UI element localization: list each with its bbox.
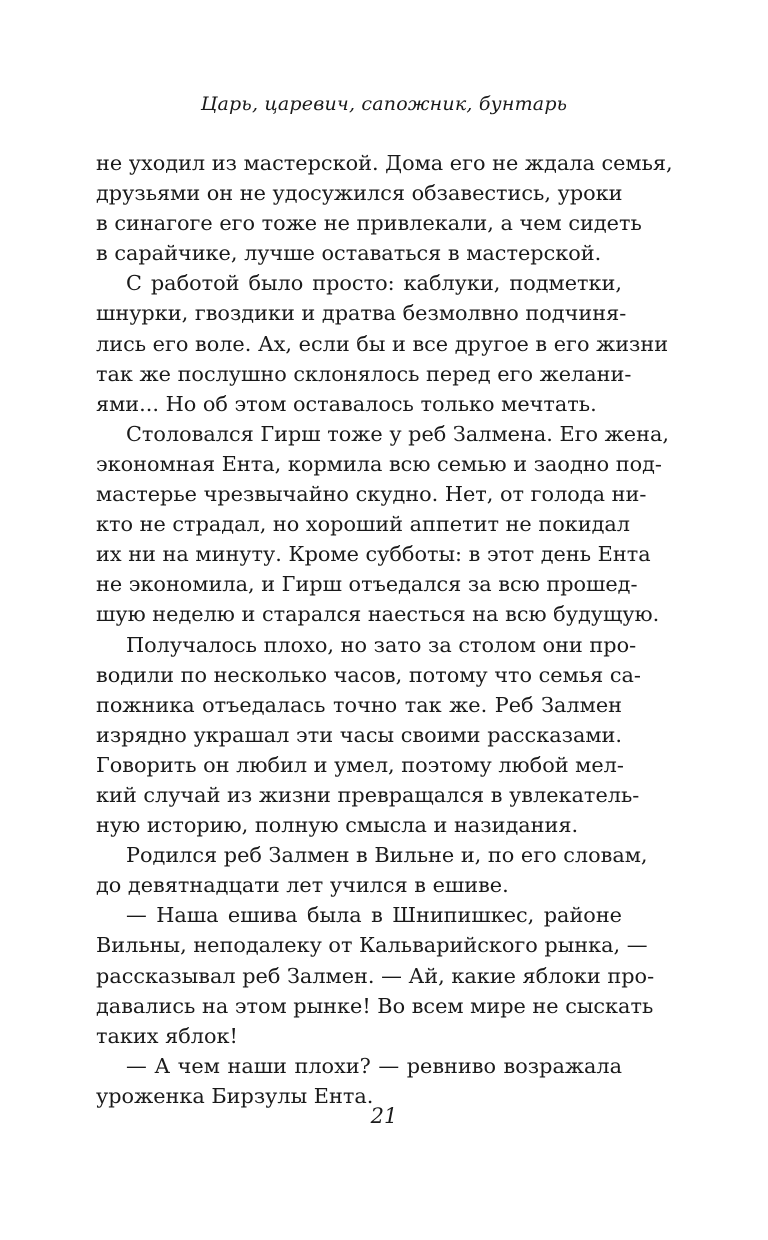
- text-line: — А чем наши плохи? — ревниво возражала: [126, 1053, 622, 1078]
- text-line: давались на этом рынке! Во всем мире не сыскать: [96, 993, 654, 1018]
- text-line: Говорить он любил и умел, поэтому любой мел-: [96, 752, 624, 777]
- text-line: до девятнадцати лет учился в ешиве.: [96, 873, 509, 898]
- text-line: не уходил из мастерской. Дома его не ждала семья,: [96, 151, 673, 175]
- text-line: экономная Ента, кормила всю семью и заодно под-: [96, 451, 662, 476]
- text-line: уроженка Бирзулы Ента.: [96, 1083, 374, 1108]
- text-line: шнурки, гвоздики и дратва безмолвно подчиня-: [96, 301, 627, 326]
- text-line: друзьями он не удосужился обзавестись, уроки: [96, 181, 623, 206]
- text-line: кий случай из жизни превращался в увлекатель-: [96, 782, 640, 807]
- text-line: лись его воле. Ах, если бы и все другое в его жизни: [96, 331, 669, 356]
- paragraph: [96, 148, 673, 268]
- text-line: Родился реб Залмен в Вильне и, по его словам,: [126, 843, 648, 868]
- text-line: их ни на минуту. Кроме субботы: в этот день Ента: [96, 542, 651, 567]
- paragraph: [96, 419, 669, 630]
- text-line: ную историю, полную смысла и назидания.: [96, 813, 579, 838]
- text-line: Получалось плохо, но зато за столом они про-: [126, 632, 637, 657]
- text-line: рассказывал реб Залмен. — Ай, какие яблоки про-: [96, 963, 655, 988]
- paragraph: [96, 630, 641, 841]
- text-line: в сарайчике, лучше оставаться в мастерской.: [96, 241, 602, 266]
- text-line: не экономила, и Гирш отъедался за всю прошед-: [96, 572, 638, 597]
- text-line: Столовался Гирш тоже у реб Залмена. Его жена,: [126, 421, 669, 446]
- text-line: — Наша ешива была в Шнипишкес, районе: [126, 903, 622, 928]
- text-line: шую неделю и старался наесться на всю будущую.: [96, 602, 660, 627]
- paragraph: [96, 840, 648, 900]
- text-line: в синагоге его тоже не привлекали, а чем сидеть: [96, 211, 642, 236]
- text-line: таких яблок!: [96, 1023, 238, 1048]
- text-line: так же послушно склонялось перед его желани-: [96, 361, 632, 386]
- text-line: пожника отъедалась точно так же. Реб Залмен: [96, 692, 622, 717]
- page-number: 21: [370, 1104, 398, 1128]
- text-line: водили по несколько часов, потому что семья са-: [96, 662, 641, 687]
- text-line: мастерье чрезвычайно скудно. Нет, от голода ни-: [96, 482, 647, 507]
- paragraph: [96, 900, 655, 1050]
- body-text: [96, 148, 673, 1111]
- text-line: изрядно украшал эти часы своими рассказами.: [96, 722, 622, 747]
- running-head: Царь, царевич, сапожник, бунтарь: [200, 93, 568, 115]
- text-line: кто не страдал, но хороший аппетит не покидал: [96, 512, 631, 537]
- text-line: ями... Но об этом оставалось только мечтать.: [96, 391, 597, 416]
- text-line: С работой было просто: каблуки, подметки,: [126, 271, 622, 296]
- text-line: Вильны, неподалеку от Кальварийского рынка, —: [96, 933, 648, 958]
- paragraph: [96, 268, 669, 418]
